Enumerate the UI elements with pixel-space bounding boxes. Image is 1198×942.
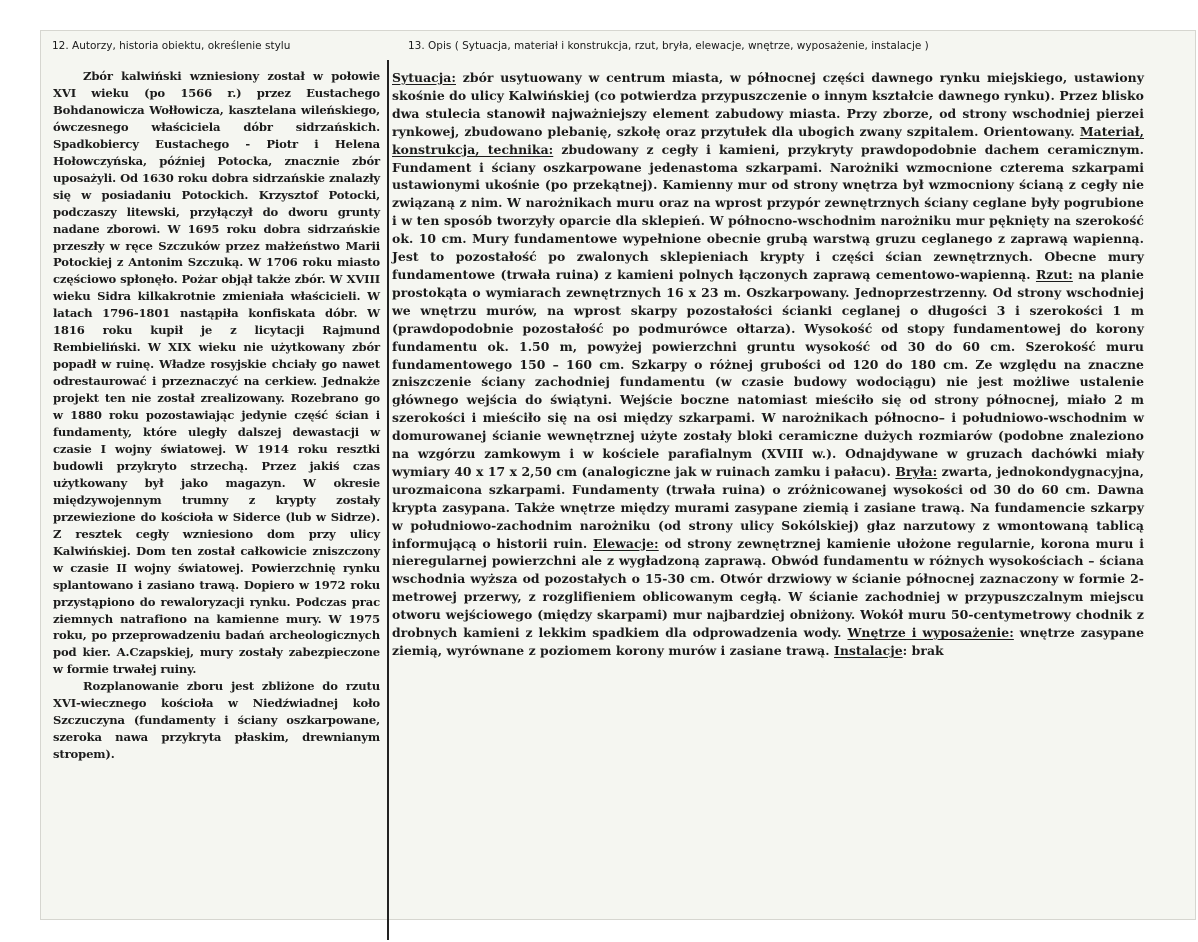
section-12-header: 12. Autorzy, historia obiektu, określenie stylu: [52, 40, 291, 52]
bryla-label: Bryła:: [895, 463, 938, 479]
rzut-text: na planie prostokąta o wymiarach zewnętrznych 16 x 23 m. Oszkarpowany. Jednoprzestrzenny. Od strony wschodniej we wnętrzu murów, na wprost skarpy pozostałości ściankі ceglanej o długości 3 i szerokości 1 m (prawdopodobnie pozostałość po podmurówce ołtarza). Wysokość od stopy fundamentowej do korony fundamentu ok. 1.50 m, powyżej powierzchni gruntu wysokość od 30 do 60 cm. Szerokość muru fundamentowego 150 – 160 cm. Szkarpy o różnej grubości od 120 do 180 cm. Ze względu na znaczne zniszczenie ściany zachodniej fundamentu (w czasie budowy wodociągu) nie jest możliwe ustalenie głównego wejścia do świątyni. Wejście boczne natomiast mieściło się od strony północnej, miało 2 m szerokości i mieściło się na osi między szkarpami. W narożnikach północno– i południowo-wschodnim w domurowanej ścianie wewnętrznej użyte zostały bloki ceramiczne dużych rozmiarów (podobne znaleziono na wzgórzu zamkowym i w kościele parafialnym (XVIII w.). Odnajdywane w gruzach dachówki miały wymiary 40 x 17 x 2,50 cm (analogiczne jak w ruinach zamku i pałacu).: [392, 266, 1144, 479]
instalacje-text: : brak: [902, 643, 944, 658]
wnetrze-label: Wnętrze i wyposażenie:: [847, 625, 1014, 641]
layout-comparison-paragraph: Rozplanowanie zboru jest zbliżone do rzutu XVI-wiecznego kościoła w Niedźwiadnej koło Szczuczyna (fundamenty i ściany oszkarpowane, szeroka nawa przykryta płaskim, drewnianym stropem).: [53, 679, 380, 762]
description-column: [392, 69, 1144, 660]
material-label: Materiał, konstrukcja, technika:: [392, 123, 1144, 157]
elewacje-text: od strony zewnętrznej kamienie ułożone regularnie, korona muru i nieregularnej powierzchni ale z wygładzoną zaprawą. Obwód fundamentu w różnych wysokościach – ściana wschodnia wyższa od pozostałych o 15-30 cm. Otwór drzwiowy w ścianie północnej zaznaczony w formie 2-metrowej przerwy, z rozglifieniem oblicowanym cegłą. W ścianie zachodniej w przypuszczalnym miejscu otworu wejściowego (między skarpami) mur najbardziej obniżony. Wokół muru 50-centymetrowy chodnik z drobnych kamieni z lekkim spadkiem dla odprowadzenia wody.: [392, 535, 1144, 641]
bryla-text: zwarta, jednokondygnacyjna, urozmaicona szkarpami. Fundamenty (trwała ruina) o zróżnicowanej wysokości od 30 do 60 cm. Dawna krypta zasypana. Także wnętrze między murami zasypane ziemią i zasiane trawą. Na fundamencie szkarpy w południowo-zachodnim narożniku (od strony ulicy Sokólskiej) głaz narzutowy z wmontowaną tablicą informującą o historii ruin.: [392, 463, 1144, 551]
section-13-header: 13. Opis ( Sytuacja, materiał i konstrukcja, rzut, bryła, elewacje, wnętrze, wyposażenie, instalacje ): [408, 40, 929, 52]
column-divider: [387, 60, 389, 940]
sytuacja-text: zbór usytuowany w centrum miasta, w północnej części dawnego rynku miejskiego, ustawiony skośnie do ulicy Kalwińskiej (co potwierdza przypuszczenie o innym kształcie dawnego rynku). Przez blisko dwa stulecia stanowił najważniejszy element zabudowy miasta. Przy zborze, od strony wschodniej pierzei rynkowej, zbudowano plebanię, szkołę oraz przytułek dla ubogich zwany szpitalem. Orientowany.: [392, 70, 1144, 139]
history-column: [53, 68, 380, 763]
wnetrze-text: wnętrze zasypane ziemią, wyrównane z poziomem korony murów i zasiane trawą.: [392, 625, 1144, 658]
elewacje-label: Elewacje:: [593, 535, 659, 551]
sytuacja-label: Sytuacja:: [392, 70, 456, 85]
history-paragraph: Zbór kalwiński wzniesiony został w połowie XVI wieku (po 1566 r.) przez Eustachego Bohdanowicza Wołłowicza, kasztelana wileńskiego, ówczesnego właściciela dóbr sidrzańskich. Spadkobiercy Eustachego - Piotr i Helena Hołowczyńska, później Potocka, znacznie zbór uposażyli. Od 1630 roku dobra sidrzańskie znalazły się w posiadaniu Potockich. Krzysztof Potocki, podczaszy litewski, przyłączył do dworu grunty nadane zborowi. W 1695 roku dobra sidrzańskie przeszły w ręce Szczuków przez małżeństwo Marii Potockiej z Antonim Szczuką. W 1706 roku miasto częściowo spłonęło. Pożar objął także zbór. W XVIII wieku Sidra kilkakrotnie zmieniała właścicieli. W latach 1796-1801 nastąpiła konfiskata dóbr. W 1816 roku kupił je z licytacji Rajmund Rembieliński. W XIX wieku nie użytkowany zbór popadł w ruinę. Władze rosyjskie chciały go nawet odrestaurować i przeznaczyć na cerkiew. Jednakże projekt ten nie został zrealizowany. Rozebrano go w 1880 roku pozostawiając jedynie część ścian i fundamenty, które uległy dalszej dewastacji w czasie I wojny światowej. W 1914 roku resztki budowli przykryto strzechą. Przez jakiś czas użytkowany był jako magazyn. W okresie międzywojennym trumny z krypty zostały przewiezione do kościoła w Siderce (lub w Sidrze). Z resztek cegły wzniesiono dom przy ulicy Kalwińskiej. Dom ten został całkowicie zniszczony w czasie II wojny światowej. Powierzchnię rynku splantowano i zasiano trawą. Dopiero w 1972 roku przystąpiono do rewaloryzacji rynku. Podczas prac ziemnych natrafiono na kamienne mury. W 1975 roku, po przeprowadzeniu badań archeologicznych pod kier. A.Czapskiej, mury zostały zabezpieczone w formie trwałej ruiny.: [53, 69, 380, 677]
instalacje-label: Instalacje: [833, 643, 903, 658]
rzut-label: Rzut:: [1035, 266, 1073, 282]
material-text: zbudowany z cegły i kamieni, przykryty prawdopodobnie dachem ceramicznym. Fundament i ściany oszkarpowane jedenastoma szkarpami. Narożniki wzmocnione czterema szkarpami ustawionymi ukośnie (po przekątnej). Kamienny mur od strony wnętrza był wzmocniony ścianą z cegły nie związaną z nim. W narożnikach muru oraz na wprost przypór zewnętrznych ściany ceglane były pogrubione i w ten sposób tworzyły oparcie dla sklepień. W północno-wschodnim narożniku mur pęknięty na szerokość ok. 10 cm. Mury fundamentowe wypełnione obecnie grubą warstwą gruzu ceglanego z zaprawą wapienną. Jest to pozostałość po zwalonych sklepieniach krypty i części ścian zewnętrznych. Obecne mury fundamentowe (trwała ruina) z kamieni polnych łączonych zaprawą cementowo-wapienną.: [392, 141, 1145, 282]
description-paragraph: [392, 69, 1144, 660]
